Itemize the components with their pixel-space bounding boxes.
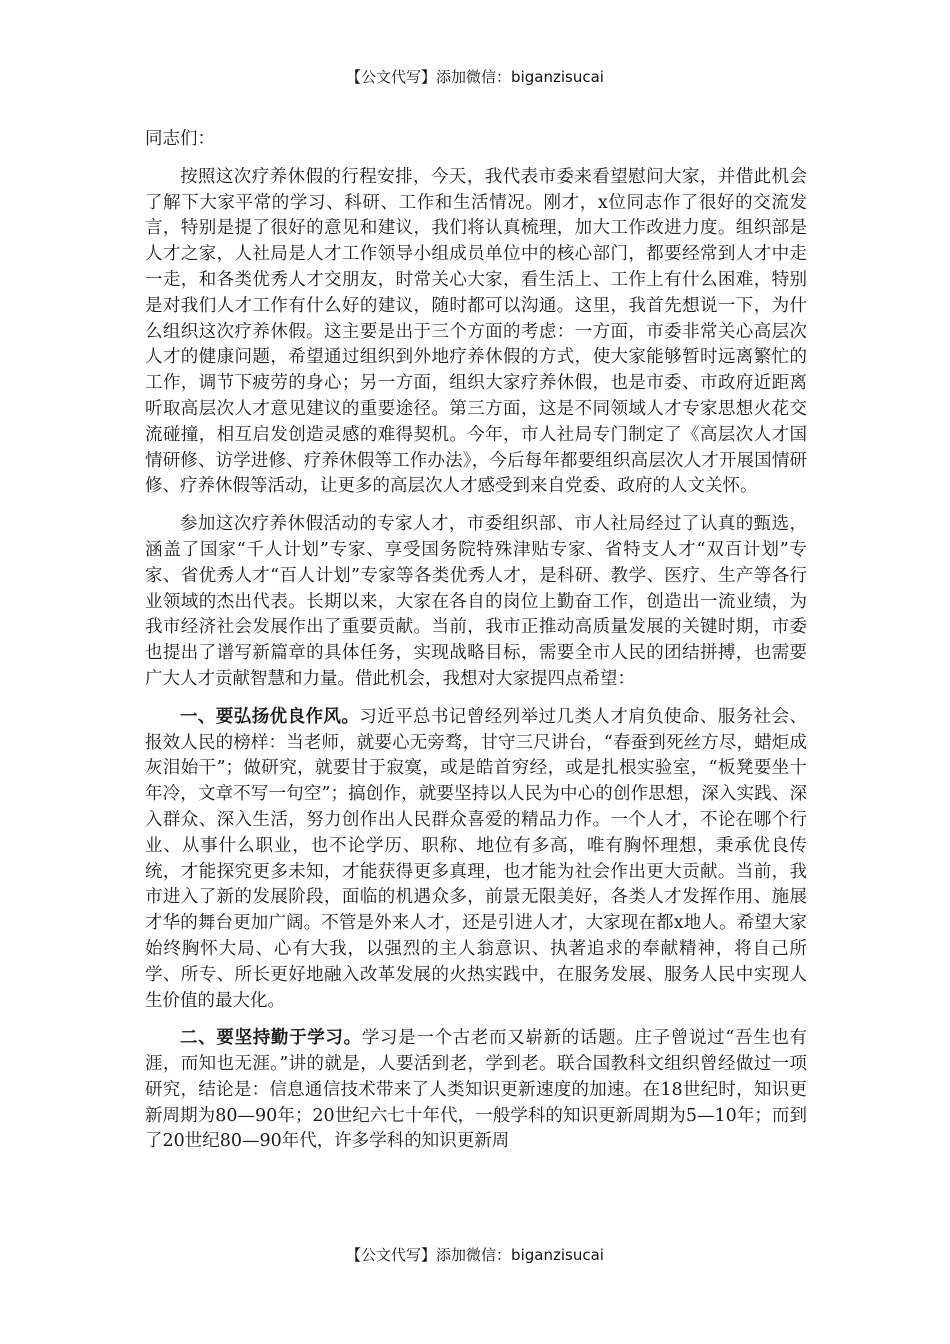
header-text: 【公文代写】添加微信：biganzisucai	[346, 68, 604, 86]
section-text-style: 习近平总书记曾经列举过几类人才肩负使命、服务社会、报效人民的榜样：当老师，就要心无旁骛，甘守三尺讲台，“春蚕到死丝方尽，蜡炬成灰泪始干”；做研究，就要甘于寂寞，或是皓首穷经，或是扎根实验室，“板凳要坐十年冷，文章不写一句空”；搞创作，就要坚持以人民为中心的创作思想，深入实践、深入群众、深入生活，努力创作出人民群众喜爱的精品力作。一个人才，不论在哪个行业、从事什么职业，也不论学历、职称、地位有多高，唯有胸怀理想，秉承优良传统，才能探究更多未知，才能获得更多真理，也才能为社会作出更大贡献。当前，我市进入了新的发展阶段，面临的机遇众多，前景无限美好，各类人才发挥作用、施展才华的舞台更加广阔。不管是外来人才，还是引进人才，大家现在都x地人。希望大家始终胸怀大局、心有大我，以强烈的主人翁意识、执著追求的奉献精神，将自己所学、所专、所长更好地融入改革发展的火热实践中，在服务发展、服务人民中实现人生价值的最大化。	[145, 706, 807, 1011]
section-heading-learning: 二、要坚持勤于学习。	[180, 1028, 362, 1049]
paragraph-experts: 参加这次疗养休假活动的专家人才，市委组织部、市人社局经过了认真的甄选，涵盖了国家“千人计划”专家、享受国务院特殊津贴专家、省特支人才“双百计划”专家、省优秀人才“百人计划”专家等各类优秀人才，是科研、教学、医疗、生产等各行业领域的杰出代表。长期以来，大家在各自的岗位上勤奋工作，创造出一流业绩，为我市经济社会发展作出了重要贡献。当前，我市正推动高质量发展的关键时期，市委也提出了谱写新篇章的具体任务，实现战略目标，需要全市人民的团结拼搏，也需要广大人才贡献智慧和力量。借此机会，我想对大家提四点希望：	[145, 514, 807, 689]
section-text-learning: 学习是一个古老而又崭新的话题。庄子曾说过“吾生也有涯，而知也无涯。”讲的就是，人要活到老，学到老。联合国教科文组织曾经做过一项研究，结论是：信息通信技术带来了人类知识更新速度的加速。在18世纪时，知识更新周期为80—90年；20世纪六七十年代，一般学科的知识更新周期为5—10年；而到了20世纪80—90年代，许多学科的知识更新周	[145, 1028, 807, 1152]
paragraph-learning	[145, 1026, 807, 1155]
paragraph-style	[145, 705, 807, 1015]
footer-text: 【公文代写】添加微信：biganzisucai	[346, 1246, 604, 1264]
salutation: 同志们：	[145, 129, 215, 149]
page-footer	[0, 1244, 950, 1265]
page-header	[0, 66, 950, 87]
section-heading-style: 一、要弘扬优良作风。	[180, 706, 360, 727]
paragraph-intro: 按照这次疗养休假的行程安排，今天，我代表市委来看望慰问大家，并借此机会了解下大家平常的学习、科研、工作和生活情况。刚才，x位同志作了很好的交流发言，特别是提了很好的意见和建议，我们将认真梳理，加大工作改进力度。组织部是人才之家，人社局是人才工作领导小组成员单位中的核心部门，都要经常到人才中走一走，和各类优秀人才交朋友，时常关心大家，看生活上、工作上有什么困难，特别是对我们人才工作有什么好的建议，随时都可以沟通。这里，我首先想说一下，为什么组织这次疗养休假。这主要是出于三个方面的考虑：一方面，市委非常关心高层次人才的健康问题，希望通过组织到外地疗养休假的方式，使大家能够暂时远离繁忙的工作，调节下疲劳的身心；另一方面，组织大家疗养休假，也是市委、市政府近距离听取高层次人才意见建议的重要途径。第三方面，这是不同领域人才专家思想火花交流碰撞，相互启发创造灵感的难得契机。今年，市人社局专门制定了《高层次人才国情研修、访学进修、疗养休假等工作办法》，今后每年都要组织高层次人才开展国情研修、疗养休假等活动，让更多的高层次人才感受到来自党委、政府的人文关怀。	[145, 166, 807, 497]
document-body	[145, 127, 807, 1155]
